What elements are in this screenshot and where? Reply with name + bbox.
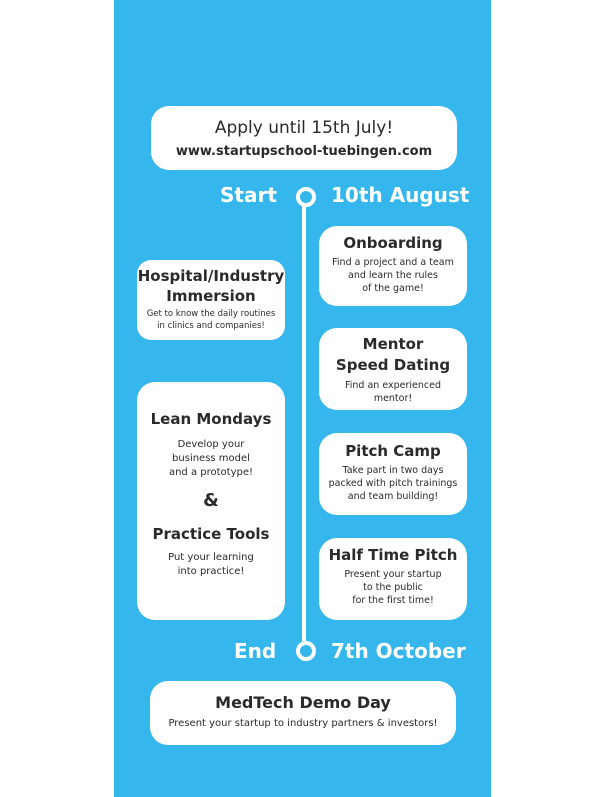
lean-practice-card <box>137 382 285 620</box>
practice-tools-desc: Put your learning into practice! <box>168 552 254 577</box>
onboarding-card <box>319 226 467 306</box>
half-time-pitch-card <box>319 538 467 620</box>
half-time-pitch-title: Half Time Pitch <box>328 546 458 564</box>
demo-day-card <box>150 681 456 745</box>
lean-mondays-desc: Develop your business model and a prototype! <box>168 439 254 478</box>
half-time-pitch-desc: Present your startup to the public for the first time! <box>344 569 442 606</box>
ampersand: & <box>203 490 219 511</box>
immersion-title: Hospital/Industry Immersion <box>137 267 285 305</box>
pitch-camp-card <box>319 433 467 515</box>
demo-day-desc: Present your startup to industry partners & investors! <box>168 718 438 729</box>
onboarding-desc: Find a project and a team and learn the rules of the game! <box>332 257 454 294</box>
onboarding-title: Onboarding <box>343 234 443 252</box>
immersion-desc: Get to know the daily routines in clinics and companies! <box>146 309 276 331</box>
lean-mondays-title: Lean Mondays <box>150 410 272 428</box>
demo-day-title: MedTech Demo Day <box>215 693 391 712</box>
pitch-camp-title: Pitch Camp <box>345 442 441 460</box>
apply-deadline-text: Apply until 15th July! <box>214 118 394 138</box>
mentor-desc: Find an experienced mentor! <box>344 380 442 404</box>
start-label: Start <box>220 183 277 207</box>
timeline-line <box>302 203 306 641</box>
pitch-camp-desc: Take part in two days packed with pitch trainings and team building! <box>328 465 458 502</box>
mentor-title: Mentor Speed Dating <box>335 335 451 374</box>
timeline-start-marker <box>296 187 316 207</box>
apply-card <box>151 106 457 170</box>
end-label: End <box>234 639 277 663</box>
website-url[interactable]: www.startupschool-tuebingen.com <box>175 144 433 159</box>
mentor-card <box>319 328 467 410</box>
practice-tools-title: Practice Tools <box>152 525 270 543</box>
timeline-end-marker <box>296 641 316 661</box>
immersion-card <box>137 260 285 340</box>
start-date: 10th August <box>331 183 470 207</box>
end-date: 7th October <box>331 639 466 663</box>
